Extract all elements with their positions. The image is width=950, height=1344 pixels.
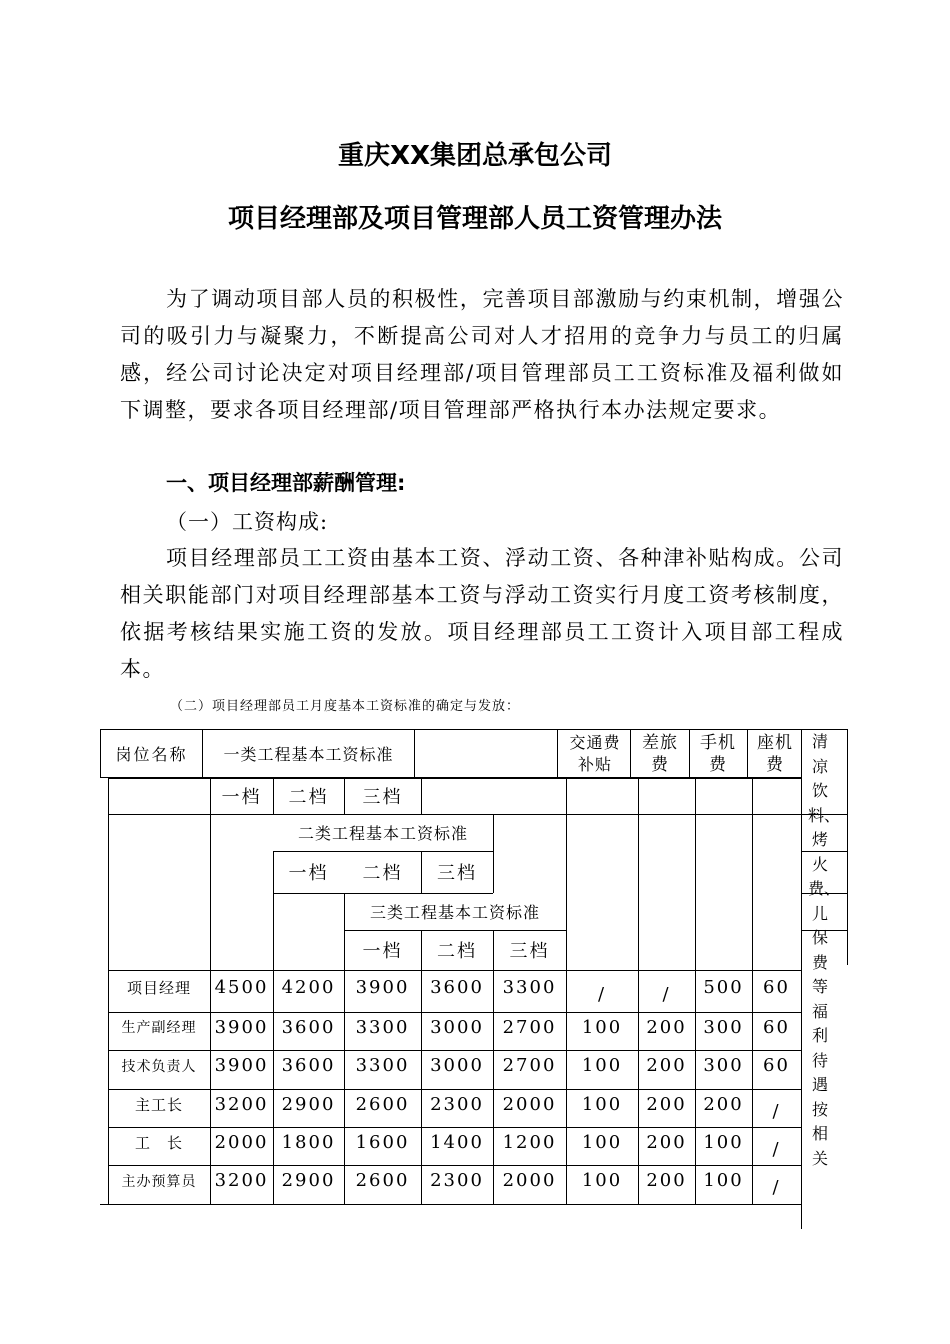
class1-tier1: 一档 (221, 787, 262, 808)
cell-tier3-c3: 1200 (502, 1131, 557, 1153)
cell-tier2-c1: 1800 (281, 1131, 336, 1153)
class3-tier1: 一档 (362, 941, 403, 962)
cell-tier3-c2: 3000 (430, 1016, 484, 1038)
cell-tier1-c1: 3200 (214, 1170, 269, 1191)
cell-tier2-c1: 2900 (281, 1093, 336, 1115)
cell-tier3-c2: 2300 (430, 1093, 484, 1115)
class2-tier2: 二档 (362, 863, 403, 884)
class2-tier1: 一档 (288, 863, 329, 884)
row-position-name: 主办预算员 (121, 1173, 197, 1190)
cell-tier3-c2: 3000 (430, 1055, 484, 1076)
cell-travel: 200 (646, 1093, 687, 1115)
wage-composition-paragraph: 项目经理部员工工资由基本工资、浮动工资、各种津补贴构成。公司相关职能部门对项目经理部基本工资与浮动工资实行月度工资考核制度，依据考核结果实施工资的发放。项目经理部员工工资计入项目部工程成本。 (120, 546, 844, 681)
cell-tier2-c1: 4200 (281, 976, 336, 998)
cell-tier3-c2: 2300 (430, 1170, 484, 1191)
class1-tier2: 二档 (288, 787, 329, 808)
table-caption: （二）项目经理部员工月度基本工资标准的确定与发放： (170, 699, 521, 714)
row-position-name: 主工长 (134, 1095, 183, 1114)
cell-tier3-c1: 2600 (355, 1093, 410, 1115)
cell-landline: 60 (763, 1016, 790, 1038)
header-class1-standard: 一类工程基本工资标准 (223, 745, 394, 764)
cell-landline: / (772, 1100, 781, 1122)
document-subtitle: 项目经理部及项目管理部人员工资管理办法 (227, 204, 722, 234)
cell-travel: 200 (646, 1016, 687, 1038)
cell-tier3-c1: 3300 (355, 1016, 410, 1038)
row-position-name: 项目经理 (126, 978, 191, 997)
cell-transport: 100 (581, 1170, 623, 1191)
document-title: 重庆XX集团总承包公司 (337, 141, 613, 171)
cell-tier3-c1: 1600 (355, 1131, 410, 1153)
cell-tier3-c1: 3900 (355, 976, 410, 998)
row-position-name: 生产副经理 (121, 1020, 197, 1036)
class3-tier2: 二档 (437, 941, 477, 962)
class1-tier3: 三档 (362, 787, 403, 808)
cell-tier2-c1: 3600 (281, 1055, 336, 1076)
cell-phone: 300 (703, 1055, 744, 1076)
cell-tier3-c3: 2700 (502, 1016, 557, 1038)
cell-phone: 100 (703, 1131, 744, 1153)
cell-travel: 200 (646, 1131, 687, 1153)
header-position: 岗位名称 (115, 745, 188, 764)
cell-tier1-c1: 3200 (214, 1093, 269, 1115)
cell-tier1-c1: 3900 (214, 1055, 269, 1076)
cell-tier3-c2: 1400 (430, 1131, 484, 1153)
header-class3-standard: 三类工程基本工资标准 (369, 903, 540, 922)
cell-transport: / (597, 983, 607, 1005)
cell-tier1-c1: 4500 (214, 976, 269, 998)
section-heading: 一、项目经理部薪酬管理: (166, 471, 406, 495)
cell-phone: 200 (703, 1093, 744, 1115)
cell-tier3-c1: 3300 (355, 1055, 410, 1076)
cell-phone: 500 (703, 976, 744, 998)
header-class2-standard: 二类工程基本工资标准 (297, 824, 468, 843)
cell-tier2-c1: 3600 (281, 1016, 336, 1038)
cell-tier3-c1: 2600 (355, 1170, 410, 1191)
cell-landline: 60 (763, 976, 790, 998)
cell-tier1-c1: 3900 (214, 1016, 269, 1038)
cell-tier3-c2: 3600 (430, 976, 484, 998)
row-position-name: 工 长 (134, 1133, 183, 1152)
cell-tier3-c3: 2700 (502, 1055, 557, 1076)
cell-travel: 200 (646, 1170, 687, 1191)
cell-landline: 60 (763, 1055, 790, 1076)
intro-paragraph: 为了调动项目部人员的积极性，完善项目部激励与约束机制，增强公司的吸引力与凝聚力，不断提高公司对人才招用的竞争力与员工的归属感，经公司讨论决定对项目经理部/项目管理部员工工资标准及福利做如下调整，要求各项目经理部/项目管理部严格执行本办法规定要求。 (120, 287, 844, 422)
cell-tier2-c1: 2900 (281, 1170, 336, 1191)
header-phone-fee: 手机费 (700, 732, 736, 775)
cell-landline: / (772, 1138, 781, 1160)
cell-transport: 100 (581, 1131, 623, 1153)
cell-travel: / (662, 983, 671, 1005)
header-transport-allowance: 交通费补贴 (569, 732, 621, 774)
class3-tier3: 三档 (509, 941, 550, 962)
cell-tier1-c1: 2000 (214, 1131, 269, 1153)
cell-phone: 100 (703, 1170, 744, 1191)
cell-transport: 100 (581, 1093, 623, 1115)
cell-travel: 200 (646, 1055, 687, 1076)
cell-transport: 100 (581, 1016, 623, 1038)
header-travel-expense: 差旅费 (642, 732, 678, 775)
cell-tier3-c3: 2000 (502, 1093, 557, 1115)
cell-tier3-c3: 3300 (502, 976, 557, 998)
welfare-note: 清凉饮料、烤火费、儿保费等福利待遇按相关 (808, 732, 841, 1168)
class2-tier3: 三档 (437, 863, 477, 884)
cell-landline: / (772, 1177, 781, 1198)
cell-tier3-c3: 2000 (502, 1170, 557, 1191)
cell-phone: 300 (703, 1016, 744, 1038)
header-landline-fee: 座机费 (757, 732, 793, 775)
subsection-heading: （一）工资构成: (166, 510, 329, 534)
cell-transport: 100 (581, 1055, 623, 1076)
row-position-name: 技术负责人 (121, 1058, 197, 1075)
